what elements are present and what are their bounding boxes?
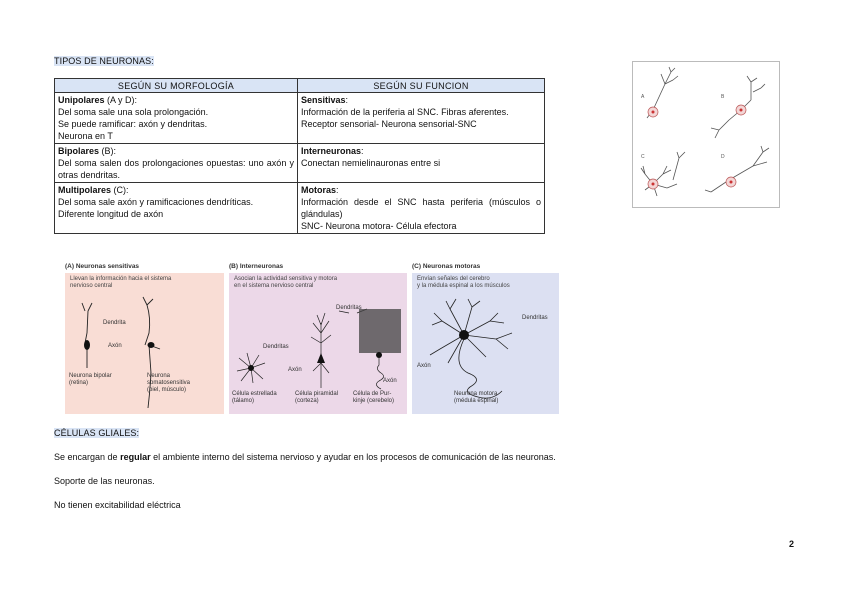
header-morphology: SEGÚN SU MORFOLOGÍA	[55, 79, 298, 93]
cell-multipolar: Multipolares (C): Del soma sale axón y ramificaciones dendríticas. Diferente longitud de axón	[55, 183, 298, 234]
section-title-neuron-types: TIPOS DE NEURONAS:	[54, 56, 154, 66]
panel-c-title: (C) Neuronas motoras	[412, 263, 481, 270]
panel-b-background	[229, 273, 407, 414]
term-motor: Motoras	[301, 185, 337, 195]
label-somatosensory: Neurona somatosensitiva (piel, músculo)	[147, 373, 191, 393]
inset-label-c: C	[641, 154, 645, 160]
page-number: 2	[789, 539, 795, 549]
label-axon-b2: Axón	[383, 378, 397, 384]
label-stellate: Célula estrellada (tálamo)	[232, 391, 277, 404]
label-pyramidal: Célula piramidal (corteza)	[295, 391, 339, 404]
label-dendritas-top: Dendritas	[336, 305, 362, 311]
term-multipolar: Multipolares	[58, 185, 112, 195]
table-header-row	[55, 79, 545, 93]
pyramidal-soma	[317, 353, 325, 363]
panel-b-title: (B) Interneuronas	[229, 263, 284, 270]
label-dendritas-c: Dendritas	[522, 315, 548, 321]
figure-panel-interneurons	[229, 262, 407, 414]
section-title-glial-cells: CÉLULAS GLIALES:	[54, 428, 140, 438]
label-bipolar: Neurona bipolar (retina)	[69, 373, 112, 386]
panel-b-description: Asocian la actividad sensitiva y motora en el sistema nervioso central	[234, 276, 338, 289]
table-row	[55, 183, 545, 234]
label-purkinje: Célula de Pur- kinje (cerebelo)	[353, 391, 395, 404]
cell-sensory: Sensitivas: Información de la periferia al SNC. Fibras aferentes. Receptor sensorial- Neurona sensorial-SNC	[298, 93, 545, 144]
label-dendritas-left: Dendritas	[263, 344, 289, 350]
label-dendrita: Dendrita	[103, 320, 126, 326]
stellate-soma	[248, 365, 254, 371]
cell-bipolar: Bipolares (B): Del soma salen dos prolongaciones opuestas: uno axón y otras dendritas.	[55, 144, 298, 183]
neuron-sketches-svg	[633, 62, 779, 207]
neuron-types-inset-figure	[632, 61, 780, 208]
purkinje-dendritic-tree	[359, 309, 401, 353]
purkinje-soma	[376, 352, 382, 358]
inset-label-a: A	[641, 94, 645, 100]
panel-c-background	[412, 273, 559, 414]
somatosensory-soma	[148, 342, 155, 348]
term-unipolar: Unipolares	[58, 95, 105, 105]
term-bipolar: Bipolares	[58, 146, 100, 156]
neuron-types-table	[54, 78, 545, 234]
header-function: SEGÚN SU FUNCION	[298, 79, 545, 93]
cell-motor: Motoras: Información desde el SNC hasta periferia (músculos o glándulas) SNC- Neurona motora- Célula efectora	[298, 183, 545, 234]
figure-panel-motor	[412, 262, 559, 414]
table-row	[55, 93, 545, 144]
inset-label-b: B	[721, 94, 725, 100]
label-axon: Axón	[108, 343, 122, 349]
table-row	[55, 144, 545, 183]
sensory-neurons-drawing	[65, 273, 224, 414]
panel-c-description: Envían señales del cerebro y la médula espinal a los músculos	[417, 276, 510, 289]
label-axon-b1: Axón	[288, 367, 302, 373]
panel-a-background	[65, 273, 224, 414]
paragraph-excitability: No tienen excitabilidad eléctrica	[54, 500, 181, 510]
label-axon-c: Axón	[417, 363, 431, 369]
inset-label-d: D	[721, 154, 725, 160]
label-motor-neuron: Neurona motora (médula espinal)	[454, 391, 499, 404]
cell-interneurons: Interneuronas: Conectan nemielinauronas entre si	[298, 144, 545, 183]
paragraph-glial-function: Se encargan de regular el ambiente interno del sistema nervioso y ayudar en los procesos de comunicación de las neuronas.	[54, 452, 556, 462]
figure-panel-sensory	[65, 262, 224, 414]
panel-a-description: Llevan la información hacia el sistema nervioso central	[70, 276, 172, 289]
motor-soma	[459, 330, 469, 340]
panel-a-title: (A) Neuronas sensitivas	[65, 263, 140, 270]
bipolar-soma	[84, 340, 90, 350]
paragraph-support: Soporte de las neuronas.	[54, 476, 155, 486]
term-regular: regular	[120, 452, 151, 462]
term-interneurons: Interneuronas	[301, 146, 362, 156]
term-sensory: Sensitivas	[301, 95, 346, 105]
cell-unipolar: Unipolares (A y D): Del soma sale una sola prolongación. Se puede ramificar: axón y dendritas. Neurona en T	[55, 93, 298, 144]
